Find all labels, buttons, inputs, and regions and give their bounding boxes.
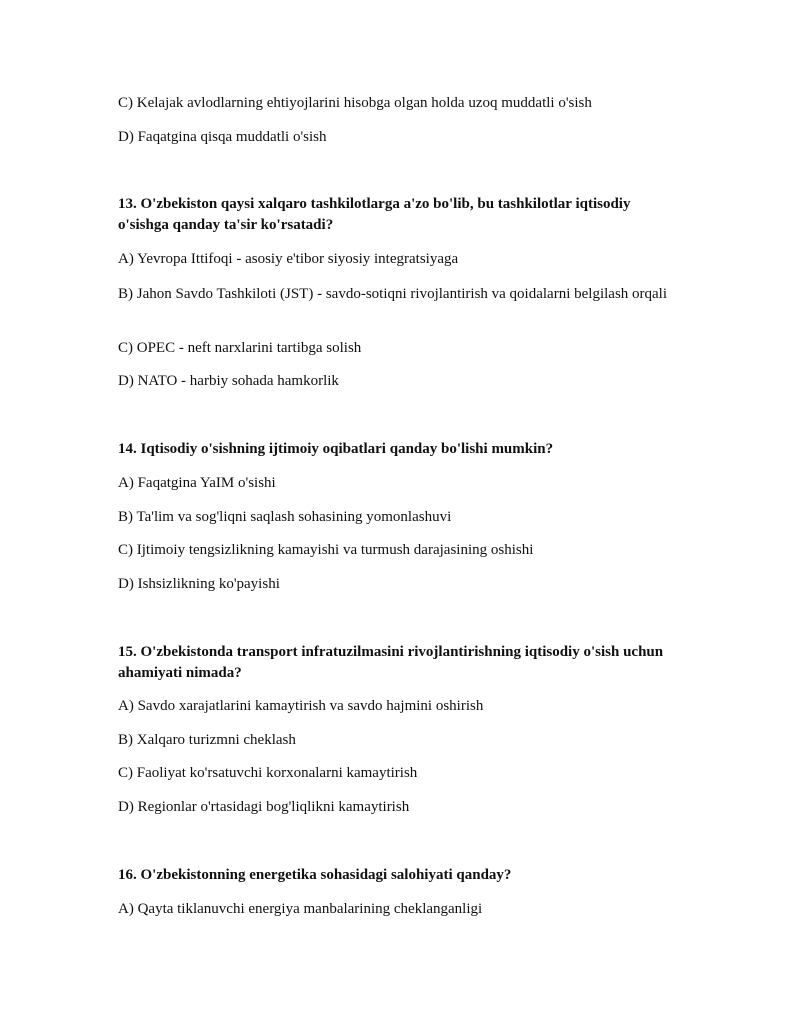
q14-option-b: B) Ta'lim va sog'liqni saqlash sohasining yomonlashuvi xyxy=(118,509,452,525)
q15-option-d: D) Regionlar o'rtasidagi bog'liqlikni kamaytirish xyxy=(118,799,410,815)
q15-option-a: A) Savdo xarajatlarini kamaytirish va savdo hajmini oshirish xyxy=(118,698,484,714)
q13-option-c: C) OPEC - neft narxlarini tartibga solish xyxy=(118,340,362,356)
q14-option-d: D) Ishsizlikning ko'payishi xyxy=(118,576,280,592)
q13-option-a: A) Yevropa Ittifoqi - asosiy e'tibor siyosiy integratsiyaga xyxy=(118,251,459,267)
question-16: 16. O'zbekistonning energetika sohasidagi salohiyati qanday? xyxy=(118,867,512,883)
answer-option-d: D) Faqatgina qisqa muddatli o'sish xyxy=(118,129,327,145)
question-15: 15. O'zbekistonda transport infratuzilmasini rivojlantirishning iqtisodiy o'sish uchun ahamiyati nimada? xyxy=(118,644,664,681)
question-13: 13. O'zbekiston qaysi xalqaro tashkilotlarga a'zo bo'lib, bu tashkilotlar iqtisodiy o'sishga qanday ta'sir ko'rsatadi? xyxy=(118,196,631,233)
q14-option-c: C) Ijtimoiy tengsizlikning kamayishi va turmush darajasining oshishi xyxy=(118,542,534,558)
question-14: 14. Iqtisodiy o'sishning ijtimoiy oqibatlari qanday bo'lishi mumkin? xyxy=(118,441,554,457)
q15-option-c: C) Faoliyat ko'rsatuvchi korxonalarni kamaytirish xyxy=(118,765,418,781)
q16-option-a: A) Qayta tiklanuvchi energiya manbalarining cheklanganligi xyxy=(118,901,483,917)
q14-option-a: A) Faqatgina YaIM o'sishi xyxy=(118,475,276,491)
q15-option-b: B) Xalqaro turizmni cheklash xyxy=(118,732,296,748)
q13-option-d: D) NATO - harbiy sohada hamkorlik xyxy=(118,373,339,389)
answer-option-c: C) Kelajak avlodlarning ehtiyojlarini hisobga olgan holda uzoq muddatli o'sish xyxy=(118,95,592,111)
q13-option-b: B) Jahon Savdo Tashkiloti (JST) - savdo-sotiqni rivojlantirish va qoidalarni belgilash orqali xyxy=(118,286,668,302)
